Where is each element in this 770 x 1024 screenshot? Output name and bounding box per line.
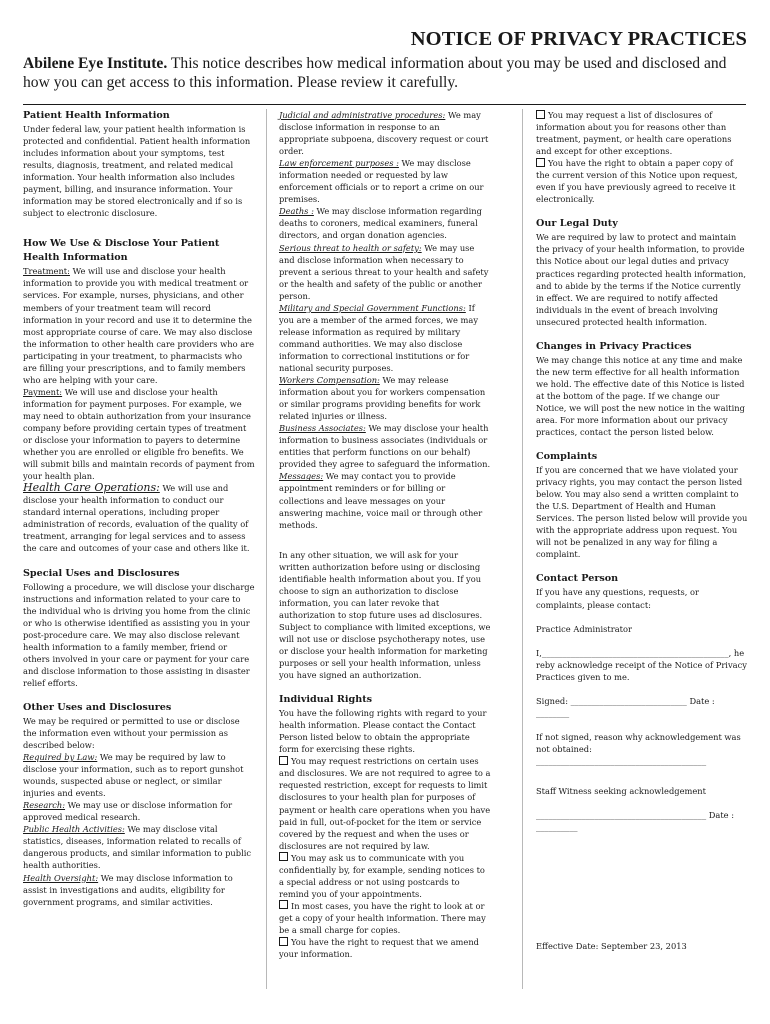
changes-heading: Changes in Privacy Practices — [536, 340, 692, 352]
authorization-text: In any other situation, we will ask for your written authorization before using or disclosing identifiable health information about you. If you choose to sign an authorization to disclose information, you can later revoke that authorization to stop future uses ad disclosures. Subject to compliance with limited exceptions, we will not use or disclose psychotherapy notes, use or disclose your health information for marketing purposes or sell your health information, unless you have signed an authorization. — [279, 549, 491, 681]
complaints-text: If you are concerned that we have violated your privacy rights, you may contact the person listed below. You may also send a written complaint to the U.S. Department of Health and Human Services. The person listed below will provide you with the appropriate address upon request. You will not be penalized in any way for filing a complaint. — [536, 465, 748, 560]
checkbox-icon — [279, 937, 288, 946]
required-by-law-paragraph — [23, 751, 255, 799]
military-label: Military and Special Government Functions: — [279, 302, 466, 313]
treatment-label: Treatment: — [23, 266, 70, 277]
checkbox-icon — [536, 110, 545, 119]
phi-heading: Patient Health Information — [23, 110, 170, 121]
not-signed-blank: _________________________________________ — [536, 755, 707, 766]
law-enforcement-label: Law enforcement purposes : — [279, 158, 399, 169]
business-associates-paragraph — [279, 422, 491, 470]
research-label: Research: — [23, 800, 66, 811]
column-1 — [23, 109, 255, 908]
changes-text: We may change this notice at any time and make the new term effective for all health information we hold. The effective date of this Notice is listed at the bottom of the page. If we change our Notice, we will post the new notice in the waiting area. For more information about our privacy practices, contact the person listed below. — [536, 354, 745, 438]
deaths-text: We may disclose information regarding deaths to coroners, medical examiners, funeral directors, and organ donation agencies. — [279, 206, 482, 241]
judicial-label: Judicial and administrative procedures: — [279, 110, 446, 120]
column-divider-2 — [522, 109, 523, 989]
not-signed-reason: If not signed, reason why acknowledgement was not obtained: — [536, 731, 741, 754]
research-paragraph — [23, 799, 255, 823]
rights-item: You may request a list of disclosures of information about you for reasons other than treatment, payment, or health care operations and except for other exceptions. — [536, 110, 732, 157]
judicial-paragraph — [279, 109, 491, 157]
practice-administrator: Practice Administrator — [536, 623, 632, 634]
rights-item: You may ask us to communicate with you confidentially by, for example, sending notices to a special address or not using postcards to remind you of your appointments. — [279, 852, 485, 899]
column-3 — [536, 109, 748, 989]
special-uses-heading: Special Uses and Disclosures — [23, 567, 180, 579]
business-associates-text: We may disclose your health information to business associates (individuals or entities that perform functions on our behalf) provided they agree to safeguard the information. — [279, 423, 491, 470]
law-enforcement-text: We may disclose information needed or requested by law enforcement officials or to report a crime on our premises. — [279, 158, 484, 205]
other-uses-text: We may be required or permitted to use or disclose the information even without your permission as described below: — [23, 715, 240, 751]
checkbox-icon — [279, 900, 288, 909]
serious-threat-label: Serious threat to health or safety: — [279, 242, 422, 253]
special-uses-text: Following a procedure, we will disclose your discharge instructions and information related to your care to the individual who is driving you home from the clinic or who is otherwise identified as assisting you in your post-procedure care. We may also disclose relevant health information to a family member, friend or others involved in your care or payment for your care and disclose information to those assisting in disaster relief efforts. — [23, 581, 255, 688]
checkbox-icon — [279, 756, 288, 765]
payment-label: Payment: — [23, 386, 63, 397]
staff-witness-label: Staff Witness seeking acknowledgement — [536, 785, 706, 796]
public-health-text: We may disclose vital statistics, diseases, information related to recalls of dangerous products, and similar information to public health authorities. — [23, 824, 252, 871]
signature-line: Signed: ____________________________ Date : ________ — [536, 695, 715, 718]
acknowledgement-text: I,_____________________________________________, hereby acknowledge receipt of the Notice of Privacy Practices given to me. — [536, 647, 747, 682]
hco-paragraph — [23, 482, 255, 554]
rights-item: You may request restrictions on certain uses and disclosures. We are not required to agree to a requested restriction, except for requests to limit disclosures to your health plan for purposes of payment or health care operations when you have paid in full, out-of-pocket for the item or service covered by the request and when the uses or disclosures are not required by law. — [279, 756, 491, 851]
page-title: NOTICE OF PRIVACY PRACTICES — [410, 28, 747, 50]
judicial-text: We may disclose information in response to an appropriate subpoena, discovery request or court order. — [279, 110, 489, 157]
health-oversight-label: Health Oversight: — [23, 872, 99, 883]
messages-text: We may contact you to provide appointment reminders or for billing or collections and leave messages on your answering machine, voice mail or through other methods. — [279, 471, 483, 530]
messages-label: Messages: — [279, 471, 324, 482]
serious-threat-paragraph — [279, 242, 491, 302]
research-text: We may use or disclose information for approved medical research. — [23, 800, 233, 823]
treatment-paragraph — [23, 265, 255, 385]
contact-text: If you have any questions, requests, or complaints, please contact: — [536, 587, 699, 610]
hco-label: Health Care Operations: — [23, 481, 160, 495]
payment-text: We will use and disclose your health information for payment purposes. For example, we may need to obtain authorization from your insurance company before providing certain types of treatment or disclose your information to payers to determine whether you are enrolled or eligible fro benefits. We will submit bills and maintain records of payment from your health plan. — [23, 386, 255, 482]
public-health-paragraph — [23, 823, 255, 871]
business-associates-label: Business Associates: — [279, 423, 366, 434]
workers-comp-text: We may release information about you for workers compensation or similar programs providing benefits for work related injuries or illness. — [279, 375, 486, 422]
health-oversight-paragraph — [23, 872, 255, 908]
required-by-law-text: We may be required by law to disclose your information, such as to report gunshot wounds, suspected abuse or neglect, or similar injuries and events. — [23, 752, 244, 799]
legal-duty-text: We are required by law to protect and maintain the privacy of your health information, to provide this Notice about our legal duties and privacy practices regarding protected health information, and to abide by the terms if the Notice currently in effect. We are required to notify affected individuals in the event of breach involving unsecured protected health information. — [536, 232, 746, 327]
health-oversight-text: We may disclose information to assist in investigations and audits, eligibility for government programs, and similar activities. — [23, 872, 233, 907]
organization-name: Abilene Eye Institute. — [23, 55, 168, 72]
workers-comp-paragraph — [279, 374, 491, 422]
workers-comp-label: Workers Compensation: — [279, 375, 380, 386]
rights-item: In most cases, you have the right to look at or get a copy of your health information. There may be a small charge for copies. — [279, 900, 486, 935]
intro-paragraph — [23, 54, 753, 92]
individual-rights-heading: Individual Rights — [279, 694, 373, 706]
phi-text: Under federal law, your patient health information is protected and confidential. Patient health information includes information about your symptoms, test results, diagnosis, treatment, and related medical information. Your health information also includes payment, billing, and insurance information. Your information may be stored electronically and if so is subject to electronic disclosure. — [23, 124, 251, 219]
military-paragraph — [279, 302, 491, 374]
deaths-label: Deaths : — [279, 206, 314, 217]
deaths-paragraph — [279, 205, 491, 241]
use-disclose-heading: How We Use & Disclose Your Patient Health Information — [23, 238, 220, 264]
other-uses-heading: Other Uses and Disclosures — [23, 701, 172, 713]
header-divider — [23, 104, 746, 105]
serious-threat-text: We may use and disclose information when necessary to prevent a serious threat to your health and safety or the health and safety of the public or another person. — [279, 242, 489, 301]
effective-date: Effective Date: September 23, 2013 — [536, 941, 687, 951]
military-text: If you are a member of the armed forces, we may release information as required by military command authorities. We may also disclose information to correctional institutions or for national security purposes. — [279, 302, 479, 373]
individual-rights-text: You have the following rights with regard to your health information. Please contact the Contact Person listed below to obtain the appropriate form for exercising these rights. — [279, 708, 487, 755]
law-enforcement-paragraph — [279, 157, 491, 205]
hco-text: We will use and disclose your health information to conduct our standard internal operations, including proper administration of records, evaluation of the quality of treatment, arranging for legal services and to assess the care and outcomes of your case and others like it. — [23, 483, 250, 554]
public-health-label: Public Health Activities: — [23, 824, 125, 835]
messages-paragraph — [279, 470, 491, 530]
payment-paragraph — [23, 386, 255, 482]
legal-duty-heading: Our Legal Duty — [536, 218, 618, 230]
required-by-law-label: Required by Law: — [23, 752, 98, 763]
intro-text: This notice describes how medical information about you may be used and disclosed and how you can get access to this information. Please review it carefully. — [23, 55, 727, 91]
rights-item: You have the right to request that we amend your information. — [279, 937, 479, 960]
checkbox-icon — [279, 852, 288, 861]
treatment-text: We will use and disclose your health information to provide you with medical treatment or services. For example, nurses, physicians, and other members of your treatment team will record information in your record and use it to determine the most appropriate course of care. We may also disclose the information to other health care providers who are participating in your treatment, to pharmacists who are filling your prescriptions, and to family members who are helping with your care. — [23, 266, 255, 385]
checkbox-icon — [536, 158, 545, 167]
column-2 — [279, 109, 491, 960]
complaints-heading: Complaints — [536, 451, 598, 463]
staff-witness-line: _________________________________________ Date : __________ — [536, 810, 734, 833]
rights-item: You have the right to obtain a paper copy of the current version of this Notice upon request, even if you have previously agreed to receive it electronically. — [536, 158, 738, 205]
column-divider-1 — [266, 109, 267, 989]
contact-heading: Contact Person — [536, 573, 619, 585]
